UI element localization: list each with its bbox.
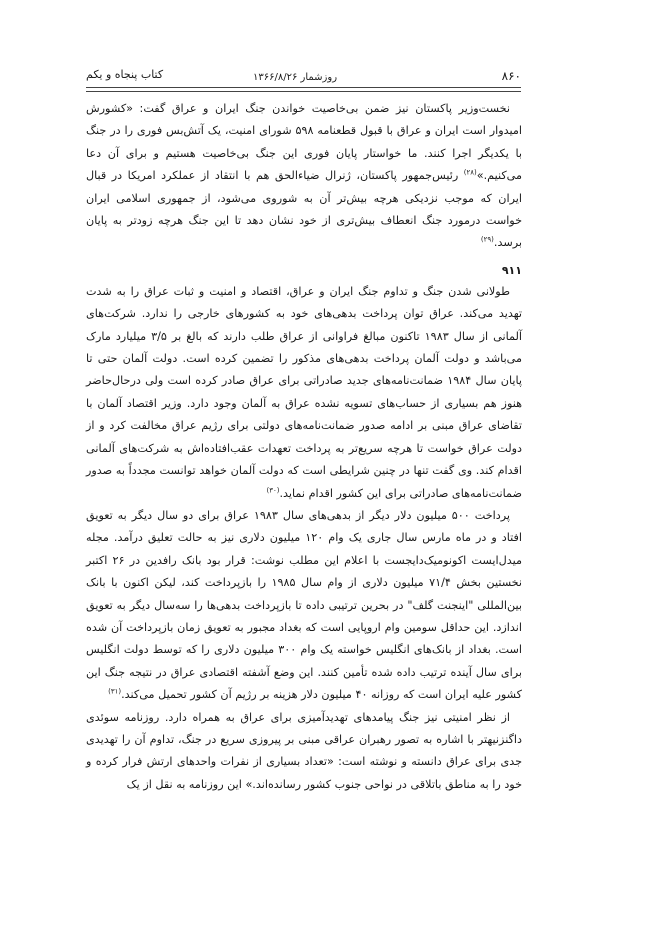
running-head-date: روزشمار ۱۳۶۶/۸/۲۶ xyxy=(250,72,340,83)
page-number: ۸۶۰ xyxy=(501,69,521,83)
footnote-ref: (۲۹) xyxy=(480,235,494,244)
paragraph-text: طولانی شدن جنگ و تداوم جنگ ایران و عراق، اقتصاد و امنیت و ثبات عراق را به شدت تهدید می‌کند. عراق توان پرداخت بدهی‌های خود به کشورهای خارجی را ندارد. شرکت‌های آلمانی از سال ۱۹۸۳ تاکنون مبالغ فراوانی از عراق طلب دارند که بالغ بر ۳/۵ میلیارد مارک می‌باشد و دولت آلمان پرداخت بدهی‌های مذکور را تضمین کرده است. دولت آلمان حتی تا پایان سال ۱۹۸۴ ضمانت‌نامه‌های جدید صادراتی برای عراق صادر کرده است ولی درحال‌حاضر هنوز هم بسیاری از حساب‌های تسویه نشده عراق به آلمان وجود دارد. وزیر اقتصاد آلمان با تقاضای عراق مبنی بر ادامه صدور ضمانت‌نامه‌های دولتی برای رژیم عراق مخالفت کرد و از دولت عراق خواست تا هرچه سریع‌تر به پرداخت تعهدات عقب‌افتاده‌اش به شرکت‌های آلمانی اقدام کند. وی گفت تنها در چنین شرایطی است که دولت آلمان خواهد توانست مجدداً به صدور ضمانت‌نامه‌های صادراتی برای این کشور اقدام نماید. xyxy=(86,284,523,500)
paragraph-text: نخست‌وزیر پاکستان نیز ضمن بی‌خاصیت خواندن جنگ ایران و عراق گفت: «کشورش امیدوار است ایران و عراق با قبول قطعنامه ۵۹۸ شورای امنیت، یک آتش‌بس فوری را در جنگ با یکدیگر اجرا کنند. ما خواستار پایان فوری این جنگ بی‌خاصیت هستیم و برای آن دعا می‌کنیم.» xyxy=(86,102,522,183)
footnote-ref: (۲۸) xyxy=(463,168,477,177)
paragraph-text: از نظر امنیتی نیز جنگ پیامدهای تهدیدآمیزی برای عراق به همراه دارد. روزنامه سوئدی داگنزنیهتر با اشاره به تصور رهبران عراقی مبنی بر پیروزی سریع در جنگ، تداوم آن را تهدیدی جدی برای عراق دانسته و نوشته است: «تعداد بسیاری از نفرات واحدهای ارتش فرار کرده و خود را به مناطق باتلاقی در نواحی جنوب کشور رسانده‌اند.» این روزنامه به نقل از یک xyxy=(86,710,522,791)
paragraph-text: رئیس‌جمهور پاکستان، ژنرال ضیاءالحق هم با انتقاد از عملکرد امریکا در قبال ایران که موجب نزدیکی هرچه بیش‌تر آن به شوروی می‌شود، از جمهوری اسلامی ایران خواست درمورد جنگ انعطاف بیش‌تری از خود نشان دهد تا این جنگ هرچه زودتر به پایان برسد. xyxy=(86,169,522,250)
paragraph-text: پرداخت ۵۰۰ میلیون دلار دیگر از بدهی‌های سال ۱۹۸۳ عراق برای دو سال دیگر به تعویق افتاد و در ماه مارس سال جاری یک وام ۱۲۰ میلیون دلاری نیز به حالت تعلیق درآمد. مجله میدل‌ایست اکونومیک‌دایجست با اعلام این مطلب نوشت: قرار بود بانک رافدین در ۲۶ اکتبر نخستین بخش ۷۱/۴ میلیون دلاری از وام سال ۱۹۸۵ را بازپرداخت کند، لیکن اکنون با بانک بین‌المللی "اینجنت گلف" در بحرین ترتیبی داده تا بازپرداخت بدهی‌ها را سه‌سال دیگر به تعویق اندازد. این حداقل سومین وام اروپایی است که بغداد مجبور به تعویق زمان بازپرداخت آن شده است. بغداد از بانک‌های انگلیس خواسته یک وام ۳۰۰ میلیون دلاری را که توسط دولت انگلیس برای سال آینده ترتیب داده شده تأمین کنند. این وضع آشفته اقتصادی عراق در نتیجه جنگ این کشور علیه ایران است که روزانه ۴۰ میلیون دلار هزینه بر رژیم آن کشور تحمیل می‌کند. xyxy=(86,508,523,702)
section-number: ۹۱۱ xyxy=(501,263,522,277)
footnote-ref: (۳۰) xyxy=(266,485,280,494)
header-rule xyxy=(86,87,521,92)
paragraph xyxy=(86,505,522,707)
body-text xyxy=(86,98,522,796)
paragraph xyxy=(86,281,522,505)
paragraph xyxy=(86,98,522,255)
paragraph xyxy=(86,707,522,797)
footnote-ref: (۳۱) xyxy=(108,687,122,696)
running-head-book-title: کتاب پنجاه و یکم xyxy=(86,68,164,81)
